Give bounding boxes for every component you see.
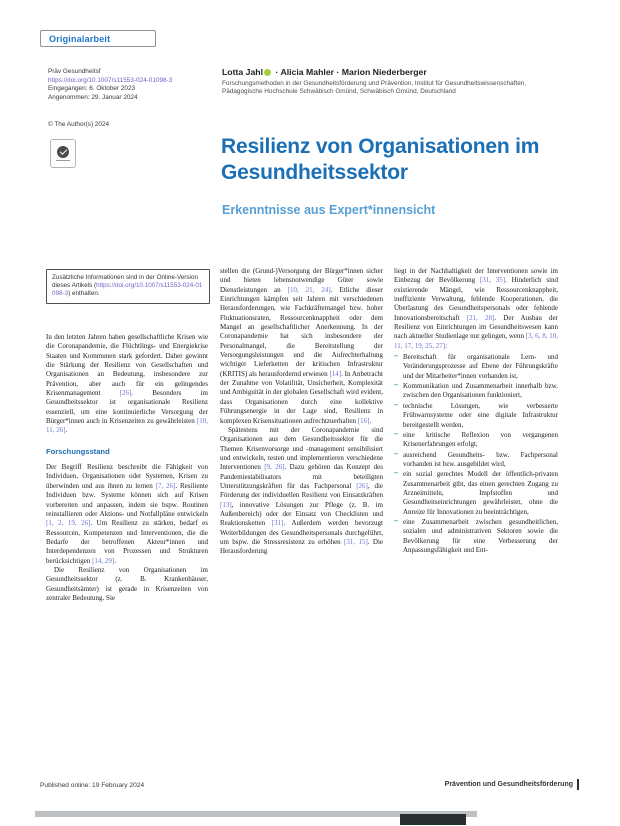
bullet-item: – eine kritische Reflexion von vergangenen Krisenerfahrungen erfolgt, [394, 431, 558, 450]
orcid-icon[interactable] [264, 69, 271, 76]
body-column-3 [394, 267, 558, 556]
article-title: Resilienz von Organisationen im Gesundheitssektor [221, 135, 540, 184]
bullet-item: – ein sozial gerechtes Modell der öffentlich-privaten Zusammenarbeit gibt, das einen gerechten Zugang zu Arzneimitteln, Impfstoffen und Gesundheitseinrichtungen gewährleistet, ohne die Anreize für Innovationen zu beeinträchtigen, [394, 470, 558, 517]
category-label: Originalarbeit [49, 33, 111, 44]
suppbox-text-pre: Zusätzliche Informationen sind in der Online-Version dieses Artikels ( [52, 274, 198, 290]
received-date: Eingegangen: 6. Oktober 2023 [48, 85, 136, 93]
findings-bullet-list [394, 353, 558, 555]
accepted-date: Angenommen: 29. Januar 2024 [48, 93, 138, 101]
body-column-2 [220, 267, 383, 557]
journal-name-footer: Prävention und Gesundheitsförderung [444, 781, 573, 788]
crossmark-icon[interactable] [50, 139, 76, 168]
bullet-item: – eine Zusammenarbeit zwischen gesundheitlichen, sozialen und administrativen Sektoren sowie die Bevölkerung für eine Verbesserung der Anpassungsfähigkeit und Ent- [394, 518, 558, 555]
bullet-item: – Kommunikation und Zusammenarbeit innerhalb bzw. zwischen den Organisationen funktioniert, [394, 382, 558, 401]
bullet-item: – ausreichend Gesundheits- bzw. Fachpersonal vorhanden ist bzw. ausgebildet wird, [394, 451, 558, 470]
doi-link[interactable]: https://doi.org/10.1007/s11553-024-01098-3 [48, 76, 173, 84]
affiliation: Forschungsmethoden in der Gesundheitsförderung und Prävention, Institut für Gesundheitswissenschaften, Pädagogische Hochschule Schwäbisch Gmünd, Schwäbisch Gmünd, Deutschland [222, 80, 527, 95]
citation-meta [48, 68, 216, 102]
paragraph: In den letzten Jahren haben gesellschaftliche Krisen wie die Coronapandemie, die Flüchtlings- und Energiekrise Staaten und Kommunen stark gefordert. Daher gewinnt die Stärkung der Resilienz von Gesellschaften und Organisationen an Bedeutung, insbesondere zur Prävention, aber auch für ein gelingendes Krisenmanagement [26]. Besonders im Gesundheitssektor ist organisationale Resilienz essenziell, um eine kontinuierliche Versorgung der Bürger*innen auch in Krisenzeiten zu gewährleisten [10, 11, 26]. [46, 333, 208, 435]
copyright-line: © The Author(s) 2024 [48, 121, 110, 128]
footer-divider-bar [577, 779, 579, 790]
bullet-item: – Bereitschaft für organisationale Lern- und Veränderungsprozesse auf Ebene der Führungskräfte und der Mitarbeiter*innen vorhanden ist, [394, 353, 558, 381]
check-icon [57, 146, 69, 158]
page-bottom-shadow-dark [400, 814, 466, 825]
suppbox-doi-link[interactable]: https://doi.org/10.1007/s11553-024-01098-3 [52, 282, 203, 298]
category-badge [40, 30, 156, 47]
author-1: Lotta Jahl [222, 67, 264, 77]
paragraph: Die Resilienz von Organisationen im Gesundheitssektor (z. B. Krankenhäuser, Gesundheitsämter) ist gerade in Krisenzeiten von zentraler Bedeutung. Sie [46, 565, 208, 602]
published-online: Published online: 19 February 2024 [40, 782, 145, 789]
supplementary-info-box [46, 269, 210, 304]
body-column-1 [46, 333, 208, 603]
paragraph: Der Begriff Resilienz beschreibt die Fähigkeit von Individuen, Organisationen oder Systemen, Krisen zu überwinden und aus ihnen zu lernen [7, 26]. Resiliente Individuen bzw. Systeme können sich auf Krisen vorbereiten und anpassen, indem sie bspw. Routinen reinstallieren oder Aktions- und Notfallpläne entwickeln [1, 2, 19, 26]. Um Resilienz zu stärken, bedarf es Ressourcen, Kompetenzen und Interventionen, die die Bedarfe der betroffenen Akteur*innen und Interdependenzen von Prozessen und Strukturen berücksichtigen [14, 29]. [46, 463, 208, 565]
bullet-item: – technische Lösungen, wie verbesserte Frühwarnsysteme oder eine digitale Infrastruktur bereitgestellt werden, [394, 402, 558, 430]
author-2: Alicia Mahler [280, 67, 335, 77]
article-subtitle: Erkenntnisse aus Expert*innensicht [222, 203, 436, 217]
author-separator: · [336, 67, 340, 77]
paragraph: Spätestens mit der Coronapandemie sind Organisationen aus dem Gesundheitssektor für die Themen Krisenvorsorge und -management sensibilisiert und entwickeln, testen und implementieren verschiedene Interventionen [9, 26]. Dazu gehören das Konzept des Pandemiestabilisators mit beteiligten Unterstützungskräften für das Fachpersonal [26], die Förderung der individuellen Resilienz von Einsatzkräften [13], innovative Lösungen zur Pflege (z. B. im Außenbereich) oder der Einsatz von Checklisten und Reaktionsketten [31]. Außerdem werden bevorzugt Weiterbildungen des Gesundheitspersonals durchgeführt, um bspw. die Stressresistenz zu erhöhen [31, 15]. Die Herausforderung [220, 425, 384, 556]
section-heading-forschungsstand: Forschungsstand [46, 446, 110, 456]
paragraph: stellen die (Grund-)Versorgung der Bürger*innen sicher und bieten lebensnotwendige Güter sowie Dienstleistungen an [10, 21, 24]. Etliche dieser Einrichtungen kämpfen seit Jahren mit verschiedenen Herausforderungen, wie Fachkräftemangel bzw. hoher Fluktuationsraten, Ressourcenknappheit oder dem Mangel an gesellschaftlicher Anerkennung. In der Coronapandemie hat sich insbesondere der Personalmangel, die Bereitstellung der Versorgungsleistungen und die Aufrechterhaltung wichtiger Lieferketten der kritischen Infrastruktur (KRITIS) als herausfordernd erwiesen [14]. In Anbetracht der Zunahme von Volatilität, Unsicherheit, Komplexität und Ambiguität in der globalen Gesellschaft wird evident, dass Organisationen durch eine kollektive Führungsenergie in der Lage sind, Resilienz in komplexen Krisensituationen aufrechtzuerhalten [16]. [220, 267, 383, 425]
author-3: Marion Niederberger [341, 67, 427, 77]
suppbox-text-post: ) enthalten. [68, 290, 100, 298]
author-separator: · [275, 67, 279, 77]
journal-abbrev: Präv Gesundheitsf [48, 68, 101, 75]
paragraph: liegt in der Nachhaltigkeit der Interventionen sowie im Einbezug der Bevölkerung [31, 35]. Hinderlich sind existierende Mängel, wie Ressourcenknappheit, ineffiziente Verwaltung, fehlende Kooperationen, die Überlastung des Gesundheitspersonals oder fehlende Innovationsbereitschaft [21, 28]. Der Ausbau der Resilienz von Einrichtungen im Gesundheitswesen kann nach aktueller Studienlage nur gelingen, wenn [3, 6, 8, 10, 11, 17, 19, 25, 27]: [394, 267, 558, 350]
crossmark-caption-line [56, 160, 70, 162]
author-line [222, 67, 582, 77]
